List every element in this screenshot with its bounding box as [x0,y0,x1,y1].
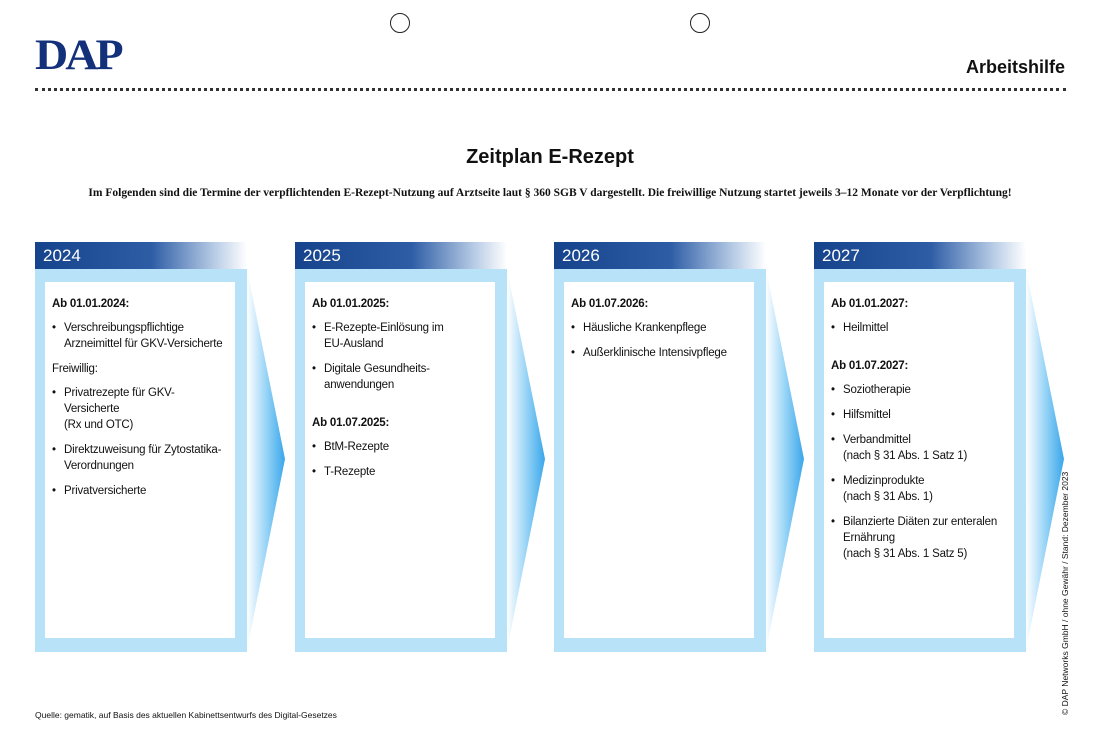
bullet-icon: • [52,387,56,399]
source-note: Quelle: gematik, auf Basis des aktuellen Kabinettsentwurfs des Digital-Gesetzes [35,710,337,720]
list-item-text: Direktzuweisung für Zytostatika- Verordnungen [64,444,222,472]
column-frame [35,269,247,652]
list-item [52,320,227,352]
bullet-icon: • [831,409,835,421]
timeline-column-2024 [35,242,247,652]
year-header [554,242,766,269]
list-item [312,320,487,352]
list-item-text: BtM-Rezepte [324,441,389,453]
list-item [312,361,487,393]
bullet-icon: • [831,434,835,446]
list-item-text: Hilfsmittel [843,409,891,421]
bullet-icon: • [831,516,835,528]
year-label: 2025 [303,246,341,265]
list-item [831,473,1006,505]
punch-hole-right [690,13,710,33]
list-item-text: Häusliche Krankenpflege [583,322,707,334]
intro-text: Im Folgenden sind die Termine der verpflichtenden E-Rezept-Nutzung auf Arztseite laut § 360 SGB V dargestellt. Die freiwillige Nutzung startet jeweils 3–12 Monate vor der Verpflichtung! [88,187,1012,199]
bullet-icon: • [571,322,575,334]
bullet-icon: • [52,485,56,497]
list-item [571,320,746,336]
list-item-text: Außerklinische Intensivpflege [583,347,727,359]
list-item [831,432,1006,464]
list-item [52,483,227,499]
column-frame [554,269,766,652]
column-frame [814,269,1026,652]
year-header [295,242,507,269]
column-content [824,282,1014,638]
date-heading: Ab 01.07.2027: [831,360,909,372]
timeline-column-2025 [295,242,507,652]
bullet-icon: • [571,347,575,359]
year-label: 2027 [822,246,860,265]
bullet-icon: • [312,441,316,453]
dap-logo: DAP [35,30,121,79]
list-item-text: Verbandmittel (nach § 31 Abs. 1 Satz 1) [843,434,968,462]
column-frame [295,269,507,652]
date-heading: Ab 01.01.2027: [831,298,909,310]
bullet-icon: • [52,444,56,456]
bullet-icon: • [831,475,835,487]
column-content [45,282,235,638]
year-header [814,242,1026,269]
list-item-text: Heilmittel [843,322,889,334]
date-heading: Ab 01.07.2026: [571,298,649,310]
list-item-text: Medizinprodukte (nach § 31 Abs. 1) [843,475,933,503]
column-content [305,282,495,638]
arrow-right-icon [766,269,804,650]
arrow-right-icon [1026,269,1064,650]
bullet-icon: • [831,384,835,396]
bullet-icon: • [312,322,316,334]
section-label: Freiwillig: [52,363,98,375]
list-item-text: T-Rezepte [324,466,376,478]
page-title: Zeitplan E-Rezept [466,146,634,168]
list-item-text: Verschreibungspflichtige Arzneimittel für GKV-Versicherte [64,322,223,350]
list-item-text: Privatversicherte [64,485,147,497]
arrow-right-icon [507,269,545,650]
date-heading: Ab 01.01.2024: [52,298,130,310]
year-header [35,242,247,269]
timeline-column-2026 [554,242,766,652]
copyright-note: © DAP Networks GmbH / ohne Gewähr / Stand: Dezember 2023 [1060,471,1070,715]
date-heading: Ab 01.07.2025: [312,417,390,429]
bullet-icon: • [831,322,835,334]
date-heading: Ab 01.01.2025: [312,298,390,310]
punch-hole-left [390,13,410,33]
list-item [52,442,227,474]
list-item-text: E-Rezepte-Einlösung im EU-Ausland [324,322,444,350]
bullet-icon: • [312,466,316,478]
list-item-text: Privatrezepte für GKV-Versicherte (Rx und OTC) [64,387,175,431]
list-item [831,320,1006,336]
list-item [571,345,746,361]
list-item [831,407,1006,423]
arrow-right-icon [247,269,285,650]
dotted-divider [35,88,1066,91]
column-content [564,282,754,638]
year-label: 2024 [43,246,81,265]
timeline-column-2027 [814,242,1026,652]
list-item [831,382,1006,398]
list-item [312,439,487,455]
bullet-icon: • [52,322,56,334]
list-item-text: Bilanzierte Diäten zur enteralen Ernährung (nach § 31 Abs. 1 Satz 5) [843,516,998,560]
list-item [52,385,227,433]
list-item-text: Soziotherapie [843,384,911,396]
year-label: 2026 [562,246,600,265]
list-item [831,514,1006,562]
list-item [312,464,487,480]
list-item-text: Digitale Gesundheits- anwendungen [324,363,430,391]
document-type-label: Arbeitshilfe [965,57,1065,77]
bullet-icon: • [312,363,316,375]
